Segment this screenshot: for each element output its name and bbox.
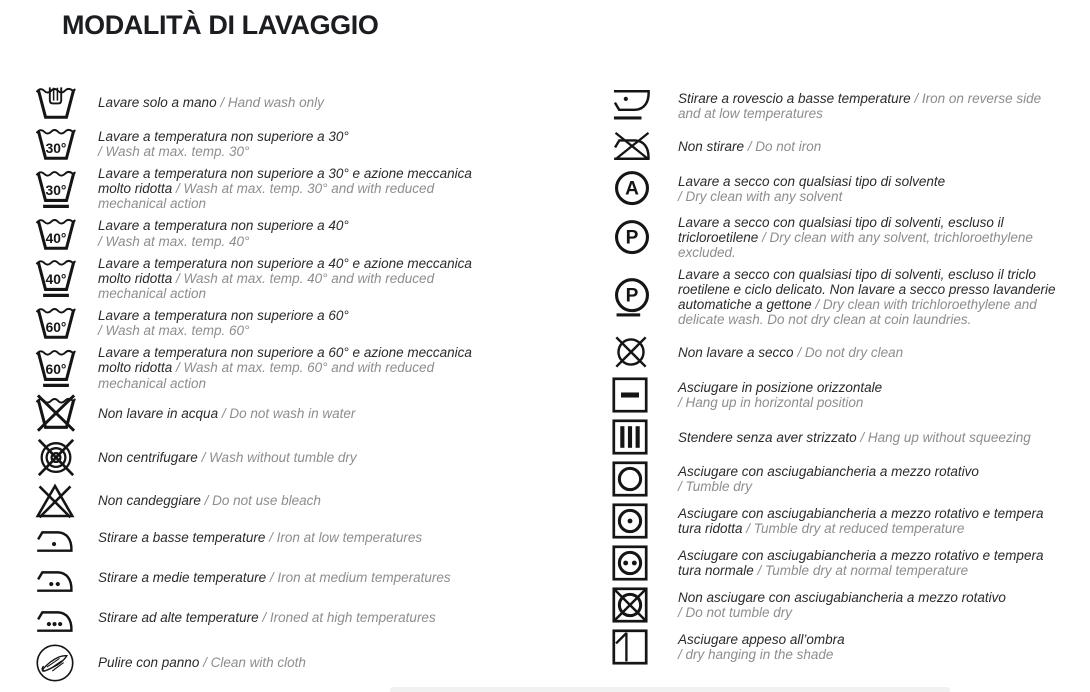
do-not-wash-tub-icon <box>35 394 98 434</box>
item-text-line <box>678 345 903 360</box>
item-text-line <box>678 91 1041 106</box>
do-not-dry-clean-circle-icon <box>610 333 678 371</box>
item-text-line <box>98 271 472 286</box>
english-text: / Wash at max. temp. 40° <box>98 233 250 249</box>
item-text-line <box>98 181 472 196</box>
do-not-iron-icon <box>610 131 678 163</box>
italian-text: Stirare a medie temperature <box>98 570 270 586</box>
care-item-row <box>35 166 590 212</box>
italian-text: molto ridotta <box>98 360 177 376</box>
english-text: delicate wash. Do not dry clean at coin laundries. <box>678 312 972 328</box>
care-item-text <box>98 570 451 585</box>
care-item-row <box>610 419 1085 455</box>
care-item-text <box>678 590 1006 620</box>
item-text-line <box>98 308 349 323</box>
item-text-line <box>98 345 472 360</box>
care-item-text <box>98 345 472 391</box>
item-text-line <box>98 256 472 271</box>
english-text: / Iron at medium temperatures <box>269 570 451 586</box>
care-item-row <box>610 215 1085 261</box>
care-item-row <box>610 377 1085 413</box>
wash-tub-temp-underlined-icon <box>35 256 98 300</box>
english-text: / Wash at max. temp. 30° <box>98 144 250 159</box>
care-item-row <box>35 215 590 253</box>
item-text-line <box>98 144 349 159</box>
english-text: / Do not wash in water <box>221 406 356 422</box>
item-text-line <box>98 323 349 338</box>
care-item-text <box>678 464 979 494</box>
item-text-line <box>678 647 845 662</box>
tub-temperature-label: 30° <box>45 182 67 199</box>
english-text: / Iron on reverse side <box>914 90 1042 106</box>
item-text-line <box>678 632 845 647</box>
tumble-dry-1dot-square-icon <box>610 503 678 539</box>
italian-text: Lavare a temperatura non superiore a 60° e azione meccanica <box>98 345 472 361</box>
english-text: / Iron at low temperatures <box>269 530 423 546</box>
italian-text: Stirare a rovescio a basse temperature <box>678 90 915 106</box>
care-item-text <box>98 406 355 421</box>
item-text-line <box>678 506 1043 521</box>
tub-temperature-label: 40° <box>45 271 67 288</box>
care-item-row <box>35 256 590 302</box>
italian-text: Stendere senza aver strizzato <box>678 429 861 445</box>
italian-text: molto ridotta <box>98 181 177 197</box>
iron-reverse-low-dot-icon <box>610 87 678 125</box>
care-item-row <box>35 482 590 520</box>
care-item-row <box>610 131 1085 163</box>
tub-temperature-label: 60° <box>45 320 67 336</box>
item-text-line <box>98 196 472 211</box>
hand-wash-tub-icon <box>35 84 98 122</box>
item-text-line <box>678 245 1033 260</box>
italian-text: Lavare solo a mano <box>98 95 221 111</box>
english-text: / Hang up without squeezing <box>860 429 1031 445</box>
iron-medium-2dot-icon <box>35 563 98 593</box>
english-text: and at low temperatures <box>678 106 823 121</box>
care-item-row <box>610 461 1085 497</box>
care-column-right <box>610 87 1085 671</box>
english-text: / Do not dry clean <box>797 344 904 360</box>
item-text-line <box>98 234 349 249</box>
care-item-text <box>678 215 1033 261</box>
italian-text: Asciugare con asciugabiancheria a mezzo rotativo e tempera <box>678 548 1044 564</box>
dry-clean-p-circle-icon <box>610 218 678 258</box>
do-not-bleach-triangle-icon <box>35 482 98 520</box>
item-text-line <box>678 548 1043 563</box>
item-text-line <box>678 395 882 410</box>
drip-dry-square-icon <box>610 419 678 455</box>
english-text: / Wash at max. temp. 60° and with reduced <box>176 360 435 376</box>
iron-low-1dot-icon <box>35 523 98 553</box>
english-text: / Ironed at high temperatures <box>262 610 436 626</box>
english-text: / Dry clean with any solvent, trichloroethylene <box>762 230 1033 246</box>
item-text-line <box>98 570 451 585</box>
item-text-line <box>678 380 882 395</box>
english-text: excluded. <box>678 245 736 261</box>
italian-text: molto ridotta <box>98 270 177 286</box>
care-item-row <box>610 267 1085 328</box>
item-text-line <box>678 189 945 204</box>
clean-with-cloth-circle-icon <box>35 643 98 683</box>
item-text-line <box>98 610 436 625</box>
page-title: MODALITÀ DI LAVAGGIO <box>62 10 379 40</box>
dry-flat-square-icon <box>610 377 678 413</box>
item-text-line <box>678 174 945 189</box>
next-section-edge <box>390 687 950 692</box>
care-item-text <box>678 506 1043 536</box>
care-item-text <box>678 91 1041 121</box>
care-item-text <box>98 256 472 302</box>
item-text-line <box>678 282 1055 297</box>
care-item-text <box>678 174 945 204</box>
english-text: / Wash at max. temp. 30° and with reduced <box>176 181 435 197</box>
care-item-text <box>678 548 1043 578</box>
item-text-line <box>98 655 306 670</box>
english-text: / Wash without tumble dry <box>201 450 357 466</box>
item-text-line <box>98 406 355 421</box>
item-text-line <box>98 376 472 391</box>
italian-text: tura normale <box>678 563 758 579</box>
item-text-line <box>678 230 1033 245</box>
italian-text: Lavare a secco con qualsiasi tipo di solvente <box>678 173 946 189</box>
italian-text: Lavare a temperatura non superiore a 30° <box>98 128 349 144</box>
english-text: / Do not use bleach <box>204 493 321 509</box>
item-text-line <box>678 479 979 494</box>
tumble-dry-2dot-square-icon <box>610 545 678 581</box>
item-text-line <box>678 464 979 479</box>
wash-tub-temp-icon <box>35 304 98 342</box>
care-item-text <box>98 655 306 670</box>
italian-text: tricloroetilene <box>678 230 763 246</box>
english-text: / Hang up in horizontal position <box>678 395 864 411</box>
italian-text: Non lavare a secco <box>678 344 798 360</box>
item-text-line <box>678 312 1055 327</box>
care-item-row <box>35 437 590 479</box>
item-text-line <box>678 605 1006 620</box>
tumble-dry-square-icon <box>610 461 678 497</box>
italian-text: Pulire con panno <box>98 655 204 671</box>
italian-text: Asciugare con asciugabiancheria a mezzo rotativo <box>678 464 979 480</box>
item-text-line <box>678 215 1033 230</box>
item-text-line <box>678 430 1031 445</box>
care-item-text <box>98 450 357 465</box>
item-text-line <box>98 95 324 110</box>
item-text-line <box>98 530 422 545</box>
italian-text: Non asciugare con asciugabiancheria a mezzo rotativo <box>678 590 1006 606</box>
italian-text: Non candeggiare <box>98 493 205 509</box>
italian-text: Lavare a temperatura non superiore a 60° <box>98 308 349 324</box>
do-not-tumble-dry-square-icon <box>610 587 678 623</box>
english-text: mechanical action <box>98 286 207 302</box>
care-item-row <box>610 87 1085 125</box>
care-item-text <box>98 166 472 212</box>
english-text: mechanical action <box>98 375 207 391</box>
italian-text: Lavare a temperatura non superiore a 30° e azione meccanica <box>98 166 472 181</box>
care-item-row <box>35 394 590 434</box>
tub-temperature-label: 60° <box>45 361 67 378</box>
item-text-line <box>98 166 472 181</box>
care-item-row <box>610 169 1085 209</box>
english-text: / dry hanging in the shade <box>678 647 834 663</box>
care-item-row <box>35 125 590 163</box>
item-text-line <box>98 129 349 144</box>
care-item-text <box>98 218 349 248</box>
item-text-line <box>678 139 821 154</box>
care-item-row <box>35 523 590 553</box>
care-item-row <box>35 84 590 122</box>
wash-tub-temp-underlined-icon <box>35 167 98 211</box>
english-text: / Tumble dry at reduced temperature <box>746 521 965 537</box>
care-item-text <box>98 129 349 159</box>
care-item-row <box>35 304 590 342</box>
item-text-line <box>678 563 1043 578</box>
wash-tub-temp-underlined-icon <box>35 346 98 390</box>
item-text-line <box>98 493 321 508</box>
italian-text: Non centrifugare <box>98 450 202 466</box>
care-item-row <box>35 563 590 593</box>
english-text: / Clean with cloth <box>203 655 306 671</box>
care-item-text <box>678 430 1031 445</box>
tub-temperature-label: 30° <box>45 141 67 157</box>
english-text: / Tumble dry at normal temperature <box>757 563 969 579</box>
english-text: / Do not iron <box>747 139 822 155</box>
item-text-line <box>98 360 472 375</box>
italian-text: roetilene e ciclo delicato. Non lavare a secco presso lavanderie <box>678 281 1056 297</box>
care-item-text <box>678 380 882 410</box>
italian-text: Asciugare con asciugabiancheria a mezzo rotativo e tempera <box>678 506 1044 522</box>
italian-text: Lavare a temperatura non superiore a 40° e azione meccanica <box>98 255 472 271</box>
english-text: / Tumble dry <box>678 479 753 495</box>
italian-text: Lavare a secco con qualsiasi tipo di solventi, escluso il <box>678 215 1004 230</box>
care-item-text <box>678 345 903 360</box>
italian-text: Non lavare in acqua <box>98 406 222 422</box>
english-text: / Wash at max. temp. 40° and with reduced <box>176 270 435 286</box>
wash-tub-temp-icon <box>35 125 98 163</box>
item-text-line <box>678 521 1043 536</box>
italian-text: Asciugare appeso all’ombra <box>678 632 845 648</box>
care-item-row <box>610 545 1085 581</box>
italian-text: Non stirare <box>678 139 748 155</box>
care-item-text <box>98 610 436 625</box>
italian-text: Stirare a basse temperature <box>98 530 270 546</box>
dry-clean-a-circle-icon <box>610 169 678 209</box>
care-item-row <box>35 345 590 391</box>
italian-text: Asciugare in posizione orizzontale <box>678 380 883 396</box>
italian-text: Lavare a secco con qualsiasi tipo di solventi, escluso il triclo <box>678 266 1036 282</box>
care-item-text <box>678 267 1055 328</box>
item-text-line <box>678 267 1055 282</box>
english-text: / Hand wash only <box>220 95 324 111</box>
italian-text: automatiche a gettone <box>678 297 816 313</box>
care-item-text <box>98 493 321 508</box>
item-text-line <box>678 590 1006 605</box>
care-item-row <box>610 503 1085 539</box>
care-item-text <box>98 530 422 545</box>
english-text: / Dry clean with any solvent <box>678 189 843 204</box>
care-item-text <box>678 632 845 662</box>
do-not-spin-spiral-icon <box>35 437 98 479</box>
english-text: / Do not tumble dry <box>678 605 793 621</box>
shade-dry-square-icon <box>610 629 678 665</box>
care-item-text <box>98 308 349 338</box>
english-text: / Wash at max. temp. 60° <box>98 323 250 339</box>
care-item-row <box>610 587 1085 623</box>
item-text-line <box>678 106 1041 121</box>
care-column-left <box>35 84 590 686</box>
iron-high-3dot-icon <box>35 603 98 633</box>
tub-temperature-label: 40° <box>45 230 67 246</box>
english-text: / Dry clean with trichloroethylene and <box>815 297 1037 313</box>
dry-clean-letter: P <box>625 227 639 249</box>
care-item-row <box>35 603 590 633</box>
care-item-text <box>98 95 324 110</box>
item-text-line <box>98 450 357 465</box>
item-text-line <box>98 218 349 233</box>
italian-text: tura ridotta <box>678 521 747 537</box>
item-text-line <box>98 286 472 301</box>
care-item-row <box>610 333 1085 371</box>
care-item-row <box>610 629 1085 665</box>
care-item-row <box>35 643 590 683</box>
dry-clean-letter: A <box>625 178 639 200</box>
english-text: mechanical action <box>98 196 207 212</box>
dry-clean-letter: P <box>625 285 639 307</box>
dry-clean-p-circle-underlined-icon <box>610 276 678 318</box>
italian-text: Stirare ad alte temperature <box>98 610 263 626</box>
item-text-line <box>678 297 1055 312</box>
care-item-text <box>678 139 821 154</box>
wash-tub-temp-icon <box>35 215 98 253</box>
italian-text: Lavare a temperatura non superiore a 40° <box>98 218 349 234</box>
